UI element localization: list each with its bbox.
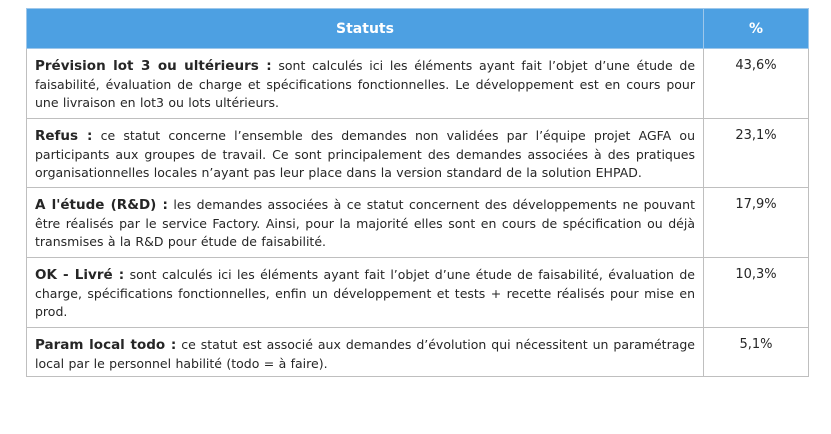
- table-body: [27, 49, 809, 377]
- status-description-cell: [27, 49, 704, 119]
- status-text: les demandes associées à ce statut concernent des développements ne pouvant être réalisés par le service Factory. Ainsi, pour la majorité elles sont en cours de spécification ou déjà transmises à la R&D pour étude de faisabilité.: [35, 197, 695, 249]
- table-row: [27, 328, 809, 377]
- status-name: A l'étude (R&D) :: [35, 197, 168, 213]
- status-name: Refus :: [35, 128, 93, 144]
- status-text: sont calculés ici les éléments ayant fait l’objet d’une étude de faisabilité, évaluation de charge, spécifications fonctionnelles, enfin un développement et tests + recette réalisés pour mise en prod.: [35, 267, 695, 319]
- table-row: [27, 119, 809, 188]
- status-text: ce statut est associé aux demandes d’évolution qui nécessitent un paramétrage local par le personnel habilité (todo = à faire).: [35, 337, 696, 371]
- status-percent: 10,3%: [704, 258, 809, 328]
- status-table-container: [26, 8, 809, 377]
- status-percent: 43,6%: [704, 49, 809, 119]
- header-row: [27, 9, 809, 49]
- status-percent: 23,1%: [704, 119, 809, 188]
- table-row: [27, 258, 809, 328]
- status-description-cell: [27, 258, 704, 328]
- status-name: OK - Livré :: [35, 267, 125, 283]
- table-header: [27, 9, 809, 49]
- status-table: [26, 8, 809, 377]
- column-header-status: Statuts: [27, 9, 704, 49]
- status-percent: 5,1%: [704, 328, 809, 377]
- status-description-cell: [27, 119, 704, 188]
- status-name: Prévision lot 3 ou ultérieurs :: [35, 58, 272, 74]
- table-row: [27, 49, 809, 119]
- status-text: sont calculés ici les éléments ayant fait l’objet d’une étude de faisabilité, évaluation de charge et spécifications fonctionnelles. Le développement est en cours pour une livraison en lot3 ou lots ultérieurs.: [35, 58, 696, 110]
- column-header-percent: %: [704, 9, 809, 49]
- table-row: [27, 188, 809, 258]
- status-name: Param local todo :: [35, 337, 177, 353]
- status-description-cell: [27, 328, 704, 377]
- status-percent: 17,9%: [704, 188, 809, 258]
- status-text: ce statut concerne l’ensemble des demandes non validées par l’équipe projet AGFA ou participants aux groupes de travail. Ce sont principalement des demandes associées à des pratiques organisationnelles locales n’ayant pas leur place dans la version standard de la solution EHPAD.: [35, 128, 696, 180]
- status-description-cell: [27, 188, 704, 258]
